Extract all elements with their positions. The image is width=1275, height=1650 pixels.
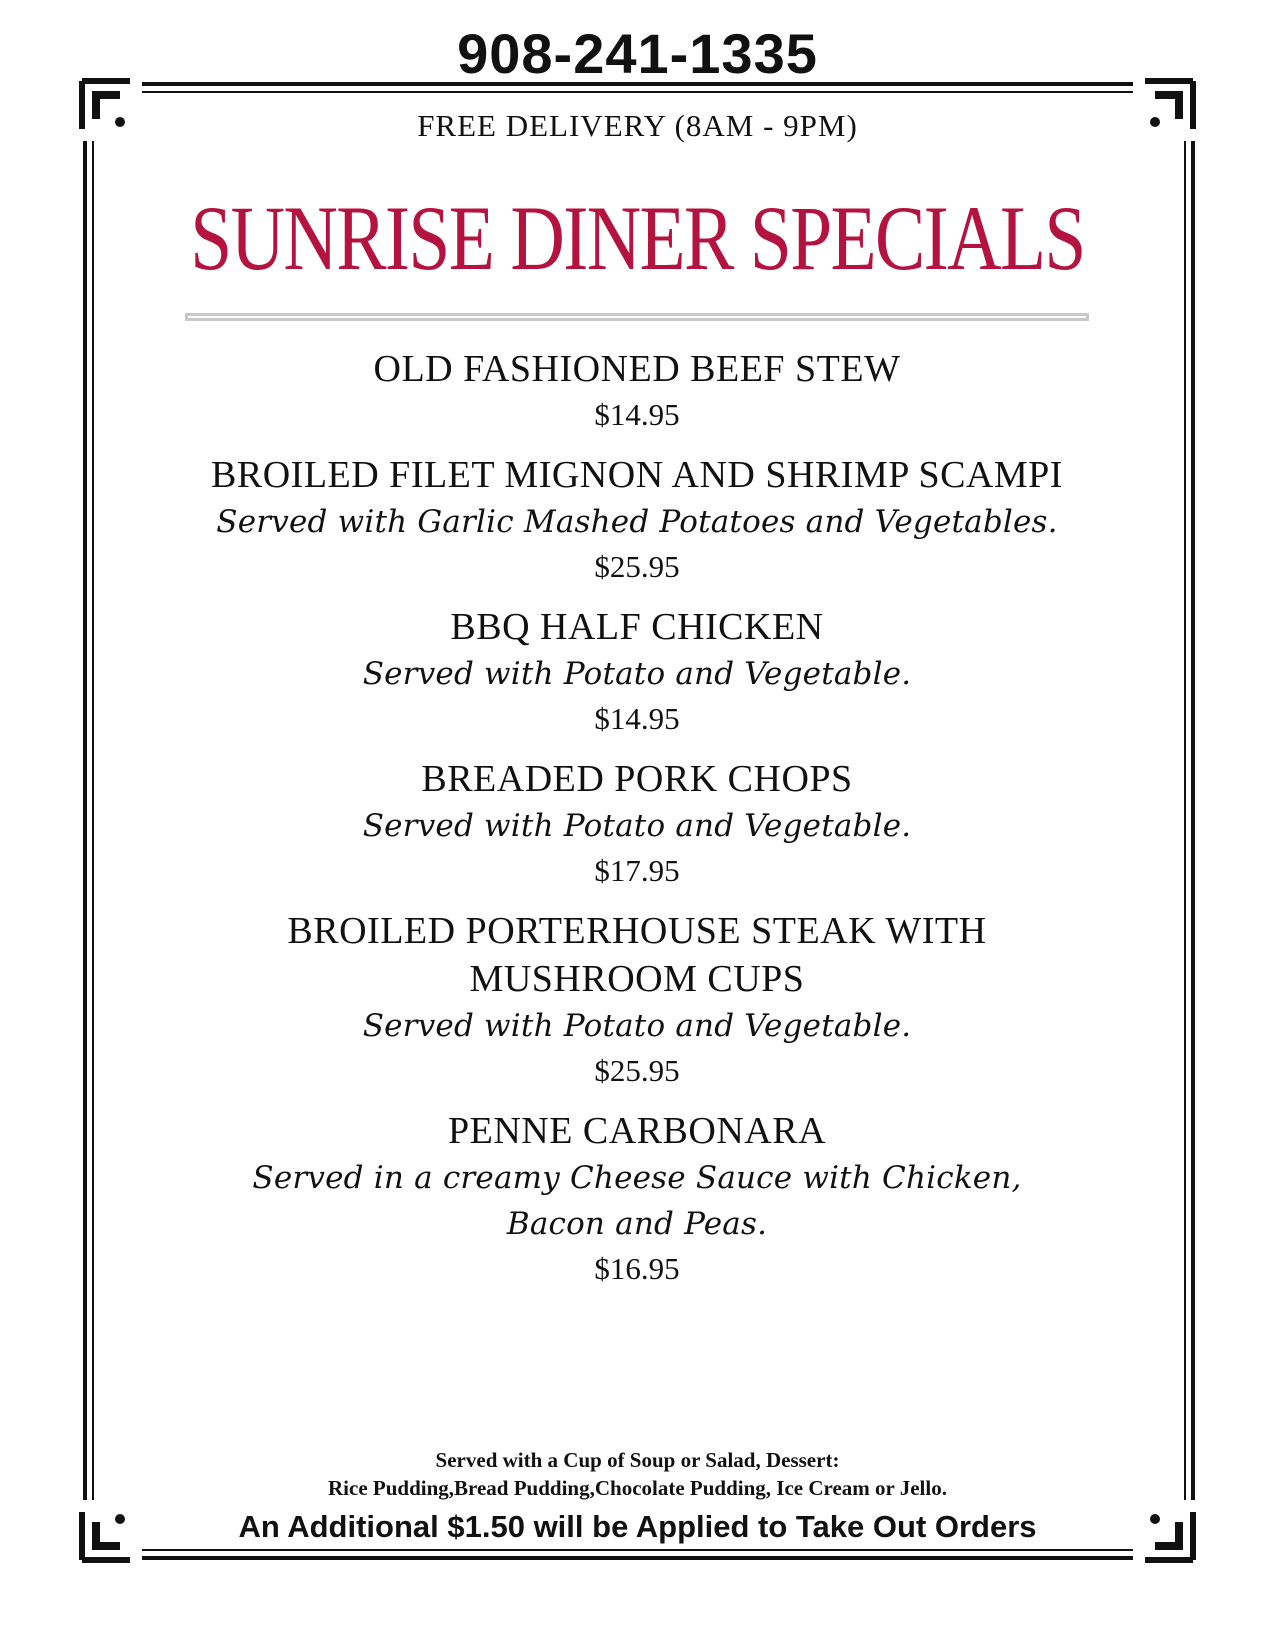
included-sides-line-1: Served with a Cup of Soup or Salad, Dessert:: [435, 1448, 840, 1472]
menu-item-description: Served with Garlic Mashed Potatoes and Vegetables.: [216, 504, 1058, 540]
included-sides-note: [0, 1446, 1275, 1502]
menu-item: [185, 1107, 1089, 1291]
menu-item-price: $17.95: [594, 853, 680, 888]
menu-item-price: $25.95: [594, 1053, 680, 1088]
menu-item-description: Served in a creamy Cheese Sauce with Chicken, Bacon and Peas.: [252, 1160, 1022, 1242]
phone-number: 908-241-1335: [457, 22, 818, 85]
menu-item-description: Served with Potato and Vegetable.: [362, 808, 912, 844]
takeout-surcharge-note: An Additional $1.50 will be Applied to Take Out Orders: [238, 1509, 1037, 1544]
menu-item-description: Served with Potato and Vegetable.: [362, 656, 912, 692]
menu-item-name: PENNE CARBONARA: [447, 1110, 827, 1152]
included-sides-line-2: Rice Pudding,Bread Pudding,Chocolate Pudding, Ice Cream or Jello.: [328, 1476, 947, 1500]
menu-items-list: [185, 345, 1089, 1305]
menu-item: [185, 907, 1089, 1093]
menu-item: [185, 603, 1089, 741]
menu-item: [185, 451, 1089, 589]
menu-item-price: $14.95: [594, 701, 680, 736]
menu-item-price: $25.95: [594, 549, 680, 584]
menu-item-price: $16.95: [594, 1251, 680, 1286]
delivery-hours: FREE DELIVERY (8AM - 9PM): [417, 108, 858, 143]
menu-item: [185, 755, 1089, 893]
menu-item-name: BBQ HALF CHICKEN: [450, 606, 824, 648]
title-divider: [185, 313, 1089, 321]
menu-item-name: BROILED FILET MIGNON AND SHRIMP SCAMPI: [211, 454, 1063, 496]
menu-item-name: BROILED PORTERHOUSE STEAK WITH MUSHROOM CUPS: [287, 910, 987, 1000]
menu-item-name: BREADED PORK CHOPS: [421, 758, 853, 800]
menu-item-price: $14.95: [594, 397, 680, 432]
menu-item-description: Served with Potato and Vegetable.: [362, 1008, 912, 1044]
menu-item-name: OLD FASHIONED BEEF STEW: [373, 348, 901, 390]
page-title: SUNRISE DINER SPECIALS: [190, 187, 1085, 289]
menu-item: [185, 345, 1089, 437]
